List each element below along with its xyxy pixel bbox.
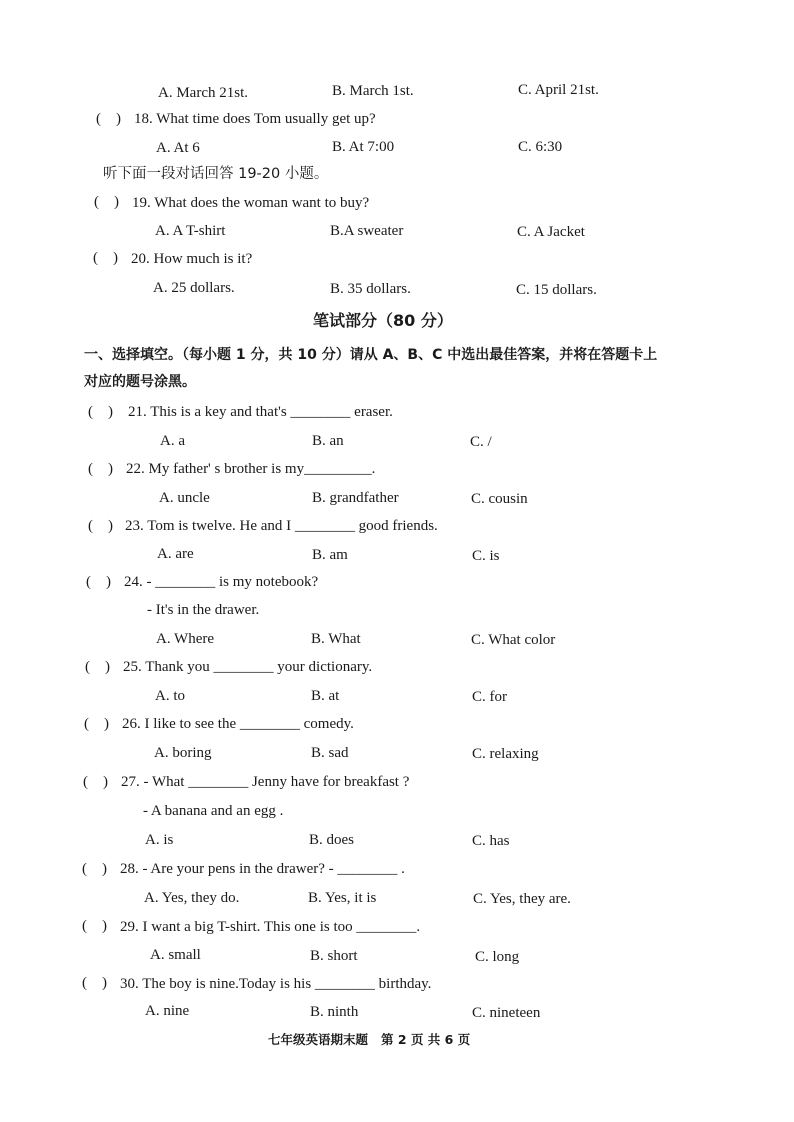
question-29: 29. I want a big T-shirt. This one is too ________.	[120, 919, 421, 935]
answer-paren: ( )	[85, 659, 110, 675]
option-c: C. Yes, they are.	[473, 891, 571, 907]
question-28: 28. - Are your pens in the drawer? - ________ .	[120, 861, 405, 877]
option-c: C. has	[472, 833, 510, 849]
question-23: 23. Tom is twelve. He and I ________ good friends.	[125, 518, 438, 534]
answer-paren: ( )	[82, 975, 107, 991]
question-24: 24. - ________ is my notebook?	[124, 574, 319, 590]
option-a: A. 25 dollars.	[153, 280, 235, 296]
question-27-response: - A banana and an egg .	[143, 803, 284, 819]
answer-paren: ( )	[82, 861, 107, 877]
option-b: B. 35 dollars.	[330, 281, 411, 297]
option-b: B. short	[310, 948, 358, 964]
option-b: B. am	[312, 547, 348, 563]
section-title: 笔试部分（80 分）	[313, 311, 453, 330]
question-25: 25. Thank you ________ your dictionary.	[123, 659, 373, 675]
option-c: C. is	[472, 548, 500, 564]
option-c: C. for	[472, 689, 507, 705]
option-b: B. at	[311, 688, 340, 704]
option-b: B. What	[311, 631, 361, 647]
answer-paren: ( )	[93, 250, 118, 266]
option-a: A. At 6	[156, 140, 200, 156]
question-20: 20. How much is it?	[131, 251, 253, 267]
option-a: A. is	[145, 832, 174, 848]
option-c: C. A Jacket	[517, 224, 585, 240]
option-b: B. At 7:00	[332, 139, 395, 155]
option-a: A. nine	[145, 1003, 190, 1019]
answer-paren: ( )	[84, 716, 109, 732]
answer-paren: ( )	[82, 918, 107, 934]
option-a: A. Where	[156, 631, 215, 647]
option-b: B. sad	[311, 745, 349, 761]
question-21: 21. This is a key and that's ________ eraser.	[128, 404, 393, 420]
page-footer: 七年级英语期末题 第 2 页 共 6 页	[268, 1032, 471, 1047]
question-22: 22. My father' s brother is my_________.	[126, 461, 376, 477]
question-27: 27. - What ________ Jenny have for breakfast ?	[121, 774, 410, 790]
option-c: C. nineteen	[472, 1005, 541, 1021]
question-18: 18. What time does Tom usually get up?	[134, 111, 376, 127]
answer-paren: ( )	[88, 404, 113, 420]
option-a: A. a	[160, 433, 185, 449]
question-26: 26. I like to see the ________ comedy.	[122, 716, 354, 732]
option-a: A. boring	[154, 745, 212, 761]
option-c: C. relaxing	[472, 746, 539, 762]
answer-paren: ( )	[83, 774, 108, 790]
option-a: A. to	[155, 688, 185, 704]
option-a: A. March 21st.	[158, 85, 248, 101]
option-b: B. an	[312, 433, 344, 449]
answer-paren: ( )	[86, 574, 111, 590]
option-b: B. ninth	[310, 1004, 359, 1020]
option-b: B. does	[309, 832, 354, 848]
question-30: 30. The boy is nine.Today is his ________ birthday.	[120, 976, 432, 992]
option-c: C. April 21st.	[518, 82, 599, 98]
option-a: A. small	[150, 947, 201, 963]
option-b: B.A sweater	[330, 223, 404, 239]
option-a: A. A T-shirt	[155, 223, 226, 239]
listening-instruction: 听下面一段对话回答 19-20 小题。	[103, 166, 329, 182]
answer-paren: ( )	[88, 461, 113, 477]
option-c: C. /	[470, 434, 492, 450]
option-c: C. 15 dollars.	[516, 282, 597, 298]
option-a: A. Yes, they do.	[144, 890, 240, 906]
answer-paren: ( )	[96, 111, 121, 127]
answer-paren: ( )	[94, 194, 119, 210]
option-b: B. Yes, it is	[308, 890, 377, 906]
option-c: C. long	[475, 949, 520, 965]
question-24-response: - It's in the drawer.	[147, 602, 260, 618]
option-a: A. uncle	[159, 490, 210, 506]
question-19: 19. What does the woman want to buy?	[132, 195, 370, 211]
option-c: C. cousin	[471, 491, 528, 507]
option-b: B. March 1st.	[332, 83, 414, 99]
section-instruction-cont: 对应的题号涂黑。	[84, 374, 196, 390]
answer-paren: ( )	[88, 518, 113, 534]
option-a: A. are	[157, 546, 194, 562]
option-c: C. 6:30	[518, 139, 563, 155]
section-instruction: 一、选择填空。（每小题 1 分，共 10 分）请从 A、B、C 中选出最佳答案，并将在答题卡上	[84, 347, 658, 363]
option-b: B. grandfather	[312, 490, 399, 506]
option-c: C. What color	[471, 632, 556, 648]
